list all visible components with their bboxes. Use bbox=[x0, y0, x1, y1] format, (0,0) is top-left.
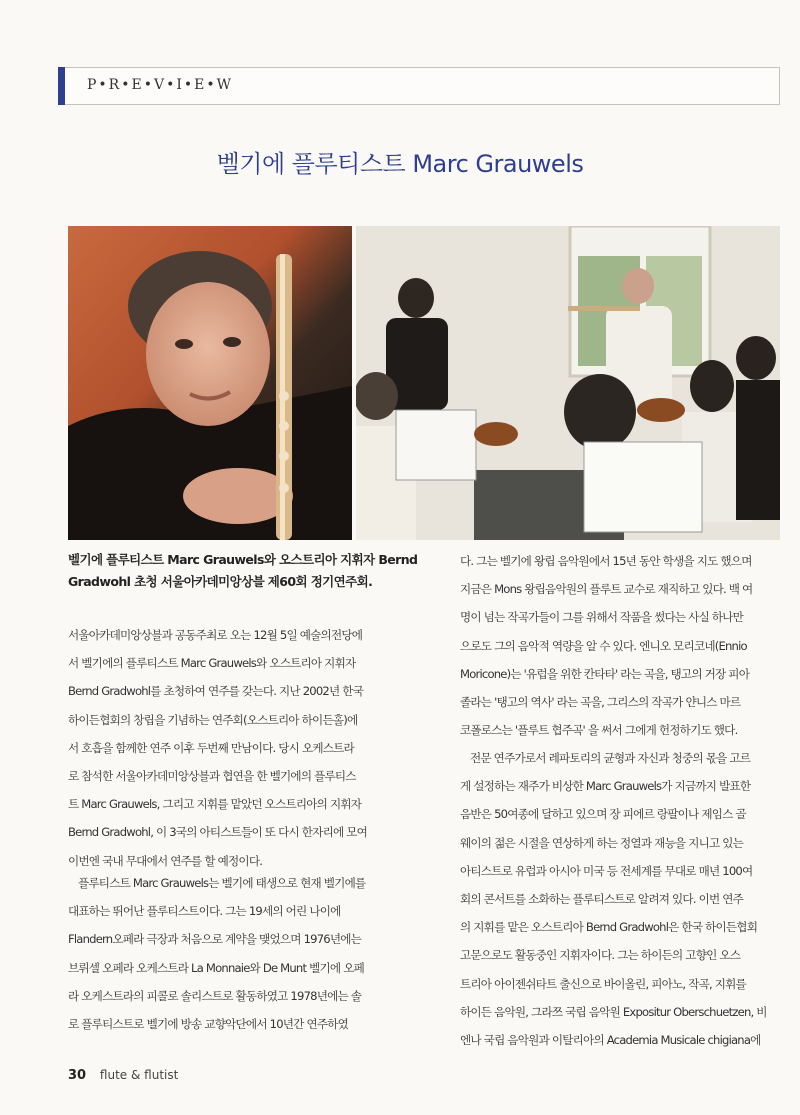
body-line: Bernd Gradwohl, 이 3국의 아티스트들이 또 다시 한자리에 모여 bbox=[68, 825, 368, 840]
body-line: 웨이의 젊은 시절을 연상하게 하는 정열과 재능을 지니고 있는 bbox=[460, 835, 744, 850]
body-line: 하이든 음악원, 그라쯔 국립 음악원 Expositur Oberschuetzen, 비 bbox=[460, 1004, 767, 1019]
body-line: 명이 넘는 작곡가들이 그를 위해서 작품을 썼다는 사실 하나만 bbox=[460, 610, 744, 625]
section-header-accent-bar bbox=[58, 67, 65, 105]
body-column-right-para-2 bbox=[460, 744, 780, 1054]
magazine-name: flute & flutist bbox=[99, 1068, 179, 1082]
body-line: 서 벨기에의 플루티스트 Marc Grauwels와 오스트리아 지휘자 bbox=[68, 656, 356, 671]
body-line: Bernd Gradwohl를 초청하여 연주를 갖는다. 지난 2002년 한국 bbox=[68, 684, 364, 699]
body-line: 플루티스트 Marc Grauwels는 벨기에 태생으로 현재 벨기에를 bbox=[78, 876, 366, 890]
section-header-box bbox=[58, 67, 780, 105]
body-line: 으로도 그의 음악적 역량을 알 수 있다. 엔니오 모리코네(Ennio bbox=[460, 638, 747, 653]
article-title: 벨기에 플루티스트 Marc Grauwels bbox=[216, 150, 584, 178]
body-line: Moricone)는 '유럽을 위한 칸타타' 라는 곡을, 탱고의 거장 피아 bbox=[460, 666, 750, 681]
body-line: 고문으로도 활동중인 지휘자이다. 그는 하이든의 고향인 오스 bbox=[460, 948, 741, 963]
body-line: 브뤼셀 오페라 오케스트라 La Monnaie와 De Munt 벨기에 오페 bbox=[68, 960, 364, 975]
body-line: 하이든협회의 창립을 기념하는 연주회(오스트리아 하이든홀)에 bbox=[68, 712, 358, 727]
body-column-left-para-2 bbox=[68, 869, 414, 1038]
body-line: 게 설정하는 재주가 비상한 Marc Grauwels가 지금까지 발표한 bbox=[460, 779, 751, 794]
flutist-portrait-illustration bbox=[68, 226, 352, 540]
page-number: 30 bbox=[68, 1068, 87, 1083]
body-line: 트 Marc Grauwels, 그리고 지휘를 맡았던 오스트리아의 지휘자 bbox=[68, 797, 362, 812]
body-line: 로 플루티스트로 벨기에 방송 교향악단에서 10년간 연주하였 bbox=[68, 1017, 349, 1032]
body-line: 서울아카데미앙상블과 공동주최로 오는 12월 5일 예술의전당에 bbox=[68, 628, 363, 642]
body-line: 음반은 50여종에 달하고 있으며 장 피에르 랑팔이나 제임스 골 bbox=[460, 807, 746, 822]
body-line: 회의 콘서트를 소화하는 플루티스트로 알려져 있다. 이번 연주 bbox=[460, 892, 744, 907]
photo-caption bbox=[68, 549, 428, 593]
body-column-left-para-1 bbox=[68, 621, 414, 875]
body-line: 대표하는 뛰어난 플루티스트이다. 그는 19세의 어린 나이에 bbox=[68, 904, 341, 919]
page-footer bbox=[68, 1068, 178, 1083]
body-column-right-para-1 bbox=[460, 547, 780, 744]
body-line: 전문 연주가로서 레파토리의 균형과 자신과 청중의 몫을 고르 bbox=[470, 751, 751, 765]
body-line: 라 오케스트라의 피콜로 솔리스트로 활동하였고 1978년에는 솔 bbox=[68, 988, 362, 1003]
rehearsal-illustration bbox=[356, 226, 780, 540]
body-line: 로 참석한 서울아카데미앙상블과 협연을 한 벨기에의 플루티스 bbox=[68, 769, 356, 784]
body-line: Flandern오페라 극장과 처음으로 계약을 맺었으며 1976년에는 bbox=[68, 932, 362, 947]
rehearsal-photo bbox=[356, 226, 780, 540]
body-line: 의 지휘를 맡은 오스트리아 Bernd Gradwohl은 한국 하이든협회 bbox=[460, 920, 758, 935]
body-line: 엔나 국립 음악원과 이탈리아의 Academia Musicale chigiana에 bbox=[460, 1033, 761, 1048]
section-label: P•R•E•V•I•E•W bbox=[87, 77, 233, 93]
body-line: 아티스트로 유럽과 아시아 미국 등 전세계를 무대로 매년 100여 bbox=[460, 863, 753, 878]
body-line: 다. 그는 벨기에 왕립 음악원에서 15년 동안 학생을 지도 했으며 bbox=[460, 554, 752, 568]
body-line: 서 호흡을 함께한 연주 이후 두번째 만남이다. 당시 오케스트라 bbox=[68, 740, 354, 755]
body-line: 트리아 아이젠쉬타트 출신으로 바이올린, 피아노, 작곡, 지휘를 bbox=[460, 976, 746, 991]
flutist-portrait-photo bbox=[68, 226, 352, 540]
caption-line: Gradwohl 초청 서울아카데미앙상블 제60회 정기연주회. bbox=[68, 574, 373, 589]
caption-line: 벨기에 플루티스트 Marc Grauwels와 오스트리아 지휘자 Bernd bbox=[68, 552, 418, 567]
body-line: 이번엔 국내 무대에서 연주를 할 예정이다. bbox=[68, 853, 263, 868]
body-line: 코폴로스는 '플루트 협주곡' 을 써서 그에게 헌정하기도 했다. bbox=[460, 723, 738, 738]
body-line: 졸라는 '탱고의 역사' 라는 곡을, 그리스의 작곡가 얀니스 마르 bbox=[460, 695, 741, 710]
body-line: 지금은 Mons 왕립음악원의 플루트 교수로 재직하고 있다. 백 여 bbox=[460, 582, 753, 597]
